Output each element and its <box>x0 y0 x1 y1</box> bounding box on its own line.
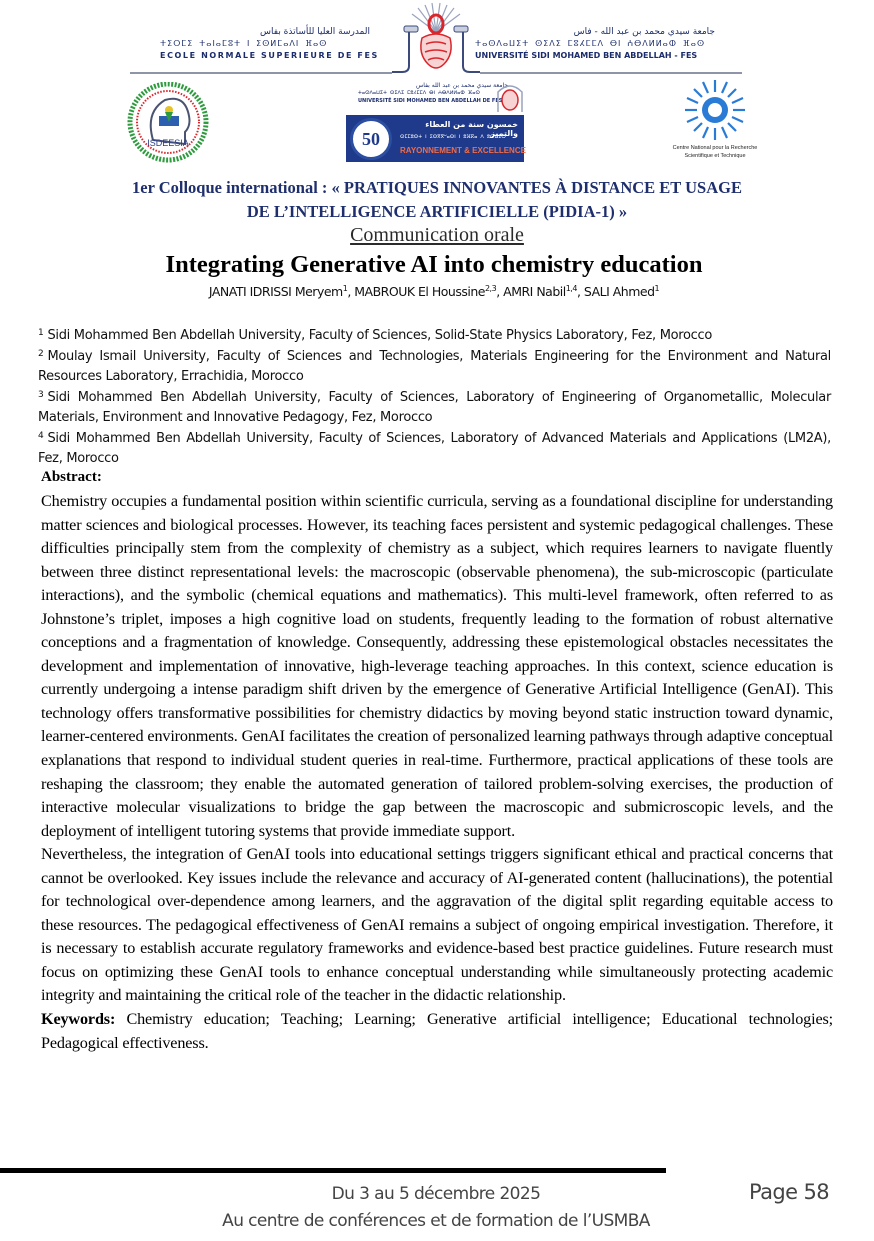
author-name: MABROUK El Houssine <box>354 284 485 299</box>
footer-divider <box>0 1168 666 1173</box>
fifty-years-badge: 50 <box>350 118 392 160</box>
ens-latin-name: ECOLE NORMALE SUPERIEURE DE FES <box>160 51 379 60</box>
cnrst-name: Centre National pour la Recherche Scientifique et Technique <box>672 145 758 159</box>
author-name: AMRI Nabil <box>503 284 566 299</box>
usmba-50-header <box>358 82 508 112</box>
isdeesia-logo-icon <box>125 82 211 164</box>
abstract-paragraph: Chemistry occupies a fundamental position within scientific curricula, serving as a foundational discipline for understanding matter sciences and biological processes. However, its teaching faces persistent and systemic pedagogical challenges. These difficulties principally stem from the complexity of chemistry as a subject, which requires learners to navigate fluently between three distinct representational levels: the macroscopic (observable phenomena), the sub-microscopic (particulate interactions), and the symbolic (chemical equations and mathematics). This multi-level framework, often referred to as Johnstone’s triplet, imposes a high cognitive load on students, frequently leading to the formation of robust alternative conceptions and a fragmentation of knowledge. Consequently, addressing these epistemological obstacles necessitates the development and implementation of innovative, high-leverage teaching approaches. In this context, science education is currently undergoing a intense paradigm shift driven by the emergence of Generative Artificial Intelligence (GenAI). This technology offers transformative possibilities for chemistry didactics by moving beyond static instruction toward dynamic, learner-centered environments. GenAI facilitates the creation of personalized learning pathways through adaptive conceptual explanations that respond to individual student queries in real-time. Furthermore, practical applications of these tools are reshaping the classroom; they enable the automated generation of tailored problem-solving exercises, the production of interactive molecular visualizations to bridge the gap between the macroscopic and submicroscopic levels, and the deployment of intelligent tutoring systems that provide immediate support. <box>41 492 833 840</box>
affiliation-item: $^2$ Moulay Ismail University, Faculty of Sciences and Technologies, Materials Engineering for the Environment and Natural Resources Laboratory, Errachidia, Morocco <box>38 348 831 384</box>
usmba-tifinagh-name: ⵜⴰⵙⴷⴰⵡⵉⵜ ⵙⵉⴷⵉ ⵎⵓⵃⵎⵎⴷ ⴱⵏ ⵄⴱⴷⵍⵍⴰⵀ ⴼⴰⵙ <box>475 39 706 48</box>
cnrst-sunburst-icon <box>683 78 747 142</box>
band-latin-text: RAYONNEMENT & EXCELLENCE <box>400 146 526 155</box>
usmba-50-tifinagh: ⵜⴰⵙⴷⴰⵡⵉⵜ ⵙⵉⴷⵉ ⵎⵓⵃⵎⵎⴷ ⴱⵏ ⵄⴱⴷⵍⵍⴰⵀ ⴼⴰⵙ <box>358 90 480 96</box>
affiliation-item: $^1$ Sidi Mohammed Ben Abdellah University, Faculty of Sciences, Solid-State Physics Laboratory, Fez, Morocco <box>38 328 713 343</box>
cnrst-logo <box>665 76 765 166</box>
event-dates: Du 3 au 5 décembre 2025 <box>331 1184 541 1204</box>
author-name: JANATI IDRISSI Meryem <box>208 284 343 299</box>
usmba-50-arabic: جامعة سيدي محمد بن عبد الله بفاس <box>415 82 508 89</box>
usmba-50-latin: UNIVERSITÉ SIDI MOHAMED BEN ABDELLAH DE FES <box>358 98 503 104</box>
banner-divider-left <box>130 72 392 74</box>
ens-fes-header <box>160 26 379 62</box>
author-name: SALI Ahmed <box>583 284 655 299</box>
abstract-paragraph: Nevertheless, the integration of GenAI tools into educational settings triggers significant ethical and practical concerns that cannot be overlooked. Key issues include the relevance and accuracy of AI-generated content (hallucinations), the potential for technological over-dependence among learners, and the aggravation of the digital split regarding equitable access to these resources. The pedagogical effectiveness of GenAI remains a subject of ongoing empirical investigation. Therefore, it is necessary to establish accurate regulatory frameworks and evidence-based best practice guidelines. Future research must focus on optimizing these GenAI tools to enhance conceptual understanding while simultaneously protecting academic integrity and maintaining the critical role of the teacher in the didactic relationship. <box>41 845 833 1005</box>
abstract-heading: Abstract: <box>41 469 102 485</box>
band-tifinagh-text: ⵙⵎⵎⵓⵙⵜ ⵏ ⵉⵙⴳⴳⵯⴰⵙⵏ ⵏ ⵓⴼⴽⴰ ⴷ ⵓⵙⵡⵉⵔ <box>400 134 506 140</box>
affiliation-item: $^4$ Sidi Mohammed Ben Abdellah University, Faculty of Sciences, Laboratory of Advanced Materials and Applications (LM2A), Fez, Morocco <box>38 430 831 466</box>
usmba-50-years-logo <box>346 82 524 162</box>
affiliation-item: $^3$ Sidi Mohammed Ben Abdellah University, Faculty of Sciences, Laboratory of Engineering of Organometallic, Molecular Materials, Environment and Innovative Pedagogy, Fez, Morocco <box>38 389 831 425</box>
usmba-small-emblem-icon <box>496 82 524 114</box>
banner-divider-right <box>480 72 742 74</box>
event-venue: Au centre de conférences et de formation de l’USMBA <box>222 1211 650 1231</box>
usmba-header <box>475 26 715 62</box>
page-number: Page 58 <box>749 1180 830 1204</box>
communication-type: Communication orale <box>350 224 524 246</box>
abstract-body <box>41 490 833 1055</box>
affiliations <box>38 326 831 470</box>
band-arabic-text: خمسون سنة من العطاء والتميز <box>425 120 518 138</box>
svg-text:ISDEESIA: ISDEESIA <box>147 138 189 148</box>
usmba-50-band <box>346 115 524 162</box>
ens-tifinagh-name: ⵜⵉⵔⵎⵉ ⵜⴰⵏⴰⵎⵓⵜ ⵏ ⵉⵙⵍⵎⴰⴷⵏ ⴼⴰⵙ <box>160 39 328 48</box>
colloque-title: 1er Colloque international : « PRATIQUES INNOVANTES À DISTANCE ET USAGE DE L’INTELLIGENCE ARTIFICIELLE (PIDIA-1) » <box>132 178 742 221</box>
keywords <box>41 1008 833 1055</box>
keywords-label: Keywords: <box>41 1010 116 1029</box>
usmba-emblem-icon <box>392 2 480 74</box>
paper-title: Integrating Generative AI into chemistry education <box>165 251 703 278</box>
author-list: JANATI IDRISSI Meryem$^1$, MABROUK El Houssine$^{2,3}$, AMRI Nabil$^{1,4}$, SALI Ahmed$^1$ <box>208 284 660 299</box>
footer-event-info <box>186 1181 686 1235</box>
usmba-latin-name: UNIVERSITÉ SIDI MOHAMED BEN ABDELLAH - FES <box>475 51 698 60</box>
usmba-arabic-name: جامعة سيدي محمد بن عبد الله - فاس <box>573 27 715 37</box>
keywords-list: Chemistry education; Teaching; Learning; Generative artificial intelligence; Educational technologies; Pedagogical effectiveness. <box>41 1010 833 1052</box>
ens-arabic-name: المدرسة العليا للأساتذة بفاس <box>260 27 370 37</box>
institution-banner <box>130 0 742 80</box>
